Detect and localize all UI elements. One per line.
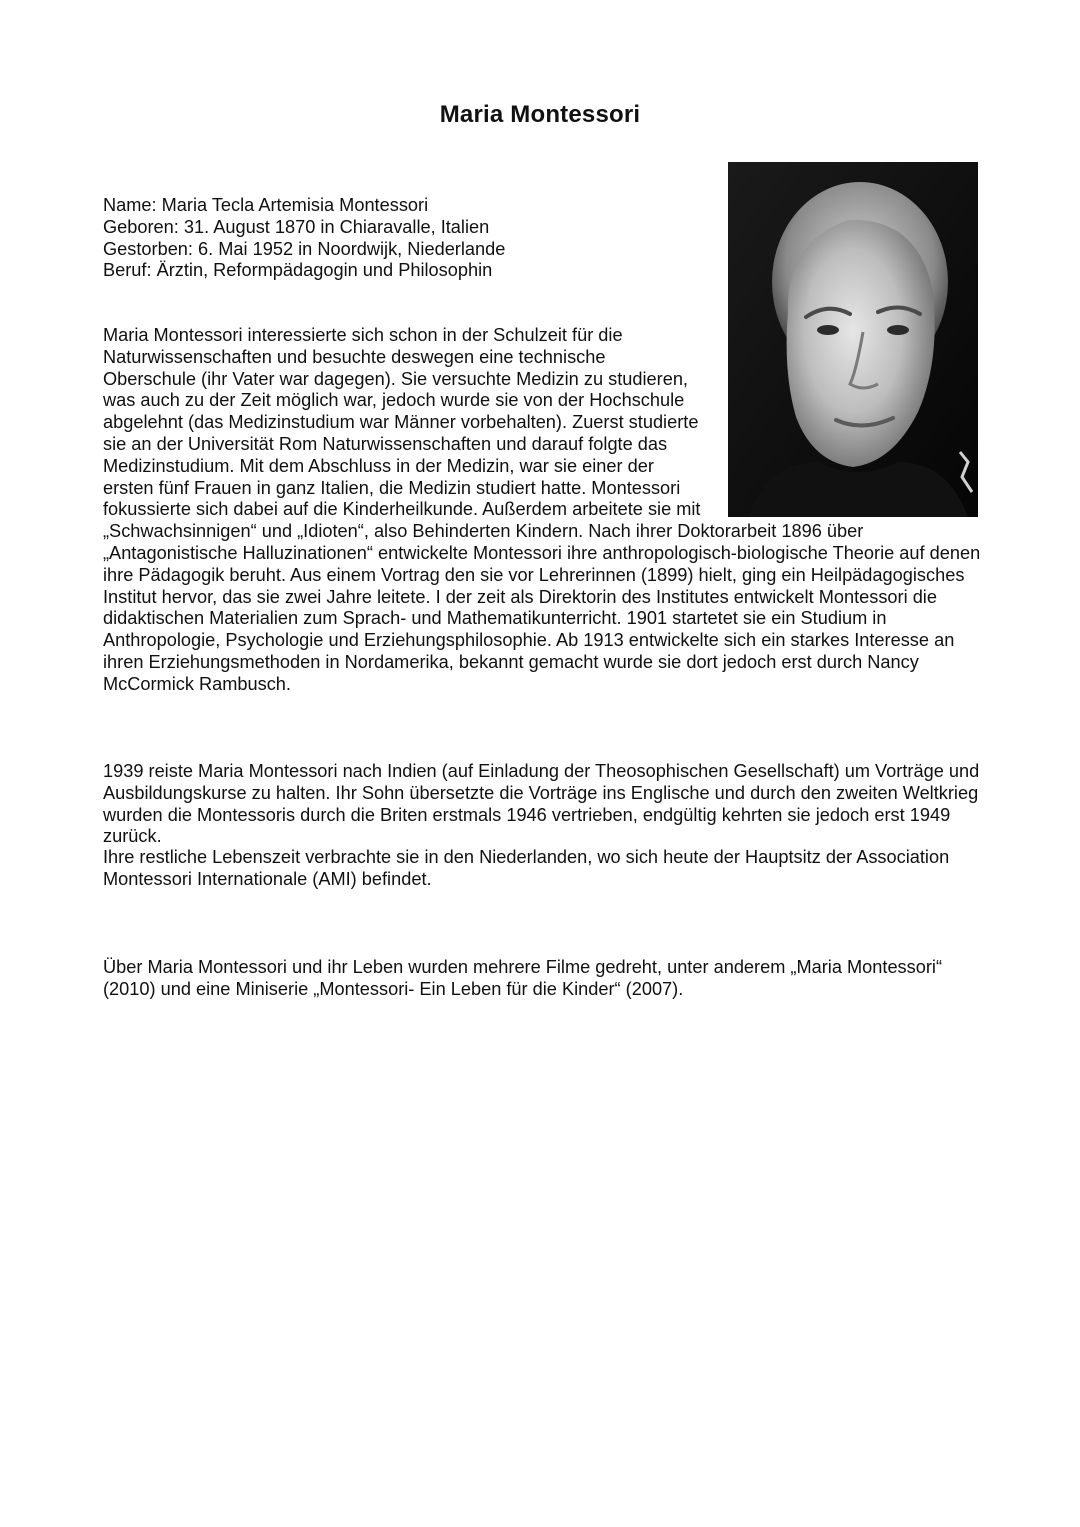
india-paragraph: 1939 reiste Maria Montessori nach Indien (auf Einladung der Theosophischen Gesellschaft) um Vorträge und Ausbildungskurse zu halten. Ihr Sohn übersetzte die Vorträge ins Englische und durch den zweiten Weltkrieg wurden die Montessoris durch die Briten erstmals 1946 vertrieben, endgültig kehrten sie jedoch erst 1949 zurück. — [103, 761, 980, 847]
fact-name: Name: Maria Tecla Artemisia Montessori — [103, 195, 429, 215]
personal-facts — [103, 195, 703, 282]
fact-born: Geboren: 31. August 1870 in Chiaravalle, Italien — [103, 216, 490, 237]
fact-profession: Beruf: Ärztin, Reformpädagogin und Philosophin — [103, 260, 493, 281]
biography-paragraph: Maria Montessori interessierte sich schon in der Schulzeit für die Naturwissenschaften und besuchte deswegen eine technische Oberschule (ihr Vater war dagegen). Sie versuchte Medizin zu studieren, was auch zu der Zeit möglich war, jedoch wurde sie von der Hochschule abgelehnt (das Medizinstudium war Männer vorbehalten). Zuerst studierte sie an der Universität Rom Naturwissenschaften und darauf folgte das Medizinstudium. Mit dem Abschluss in der Medizin, war sie einer der ersten fünf Frauen in ganz Italien, die Medizin studiert hatte. Montessori fokussierte sich dabei auf die Kinderheilkunde. Außerdem arbeitete sie mit „Schwachsinnigen“ und „Idioten“, also Behinderten Kindern. Nach ihrer Doktorarbeit 1896 über „Antagonistische Halluzinationen“ entwickelte Montessori ihre anthropologisch-biologische Theorie auf denen ihre Pädagogik beruht. Aus einem Vortrag den sie vor Lehrerinnen (1899) hielt, ging ein Heilpädagogisches Institut hervor, das sie zwei Jahre leitete. I der zeit als Direktorin des Institutes entwickelt Montessori die didaktischen Materialien zum Sprach- und Mathematikunterricht. 1901 startetet sie ein Studium in Anthropologie, Psychologie und Erziehungsphilosophie. Ab 1913 entwickelte sich ein starkes Interesse an ihren Erziehungsmethoden in Nordamerika, bekannt gemacht wurde sie dort jedoch erst durch Nancy McCormick Rambusch. — [103, 325, 981, 694]
fact-died: Gestorben: 6. Mai 1952 in Noordwijk, Niederlande — [103, 238, 506, 259]
films-paragraph: Über Maria Montessori und ihr Leben wurden mehrere Filme gedreht, unter anderem „Maria Montessori“ (2010) und eine Miniserie „Montessori- Ein Leben für die Kinder“ (2007). — [103, 957, 943, 999]
netherlands-paragraph: Ihre restliche Lebenszeit verbrachte sie in den Niederlanden, wo sich heute der Hauptsitz der Association Montessori Internationale (AMI) befindet. — [103, 847, 950, 889]
page-title: Maria Montessori — [439, 101, 641, 128]
biography-section — [103, 325, 983, 696]
